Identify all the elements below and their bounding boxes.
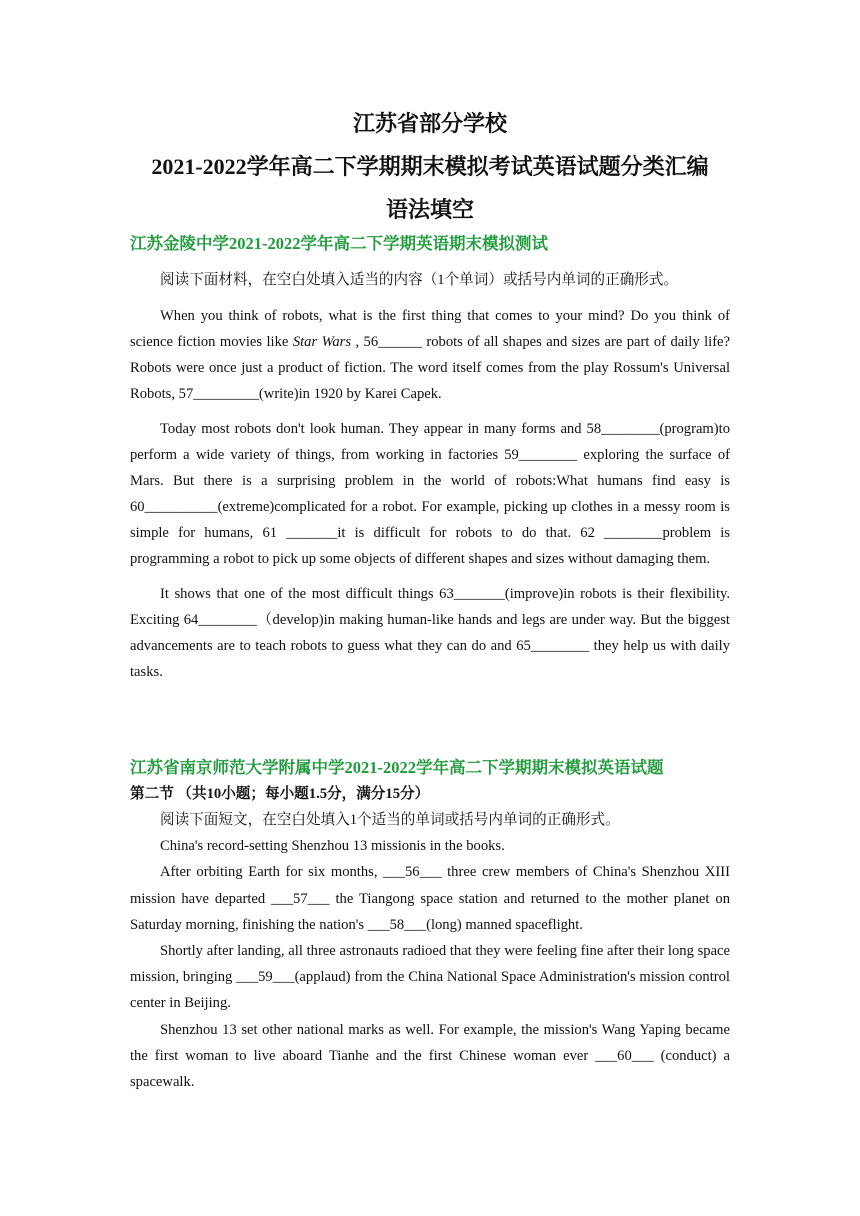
section-1-instruction: 阅读下面材料，在空白处填入适当的内容（1个单词）或括号内单词的正确形式。	[160, 272, 679, 288]
section-2-paragraph-1: China's record-setting Shenzhou 13 missionis in the books.	[160, 838, 505, 855]
section-1-paragraph-2: Today most robots don't look human. They appear in many forms and 58________(program)to perform a wide variety of things, from working in factories 59________ exploring the surface of Mars. But there is a surprising problem in the world of robots:What humans find easy is 60__________(extreme)complicated for a robot. For example, picking up clothes in a messy room is simple for humans, 61 _______it is difficult for robots to do that. 62 ________problem is programming a robot to pick up some objects of different shapes and sizes without damaging them.	[130, 421, 730, 567]
document-header	[0, 102, 860, 231]
section-2-paragraph-2: After orbiting Earth for six months, ___56___ three crew members of China's Shenzhou XIII mission have departed ___57___ the Tiangong space station and returned to the mother planet on Saturday morning, finishing the nation's ___58___(long) manned spaceflight.	[130, 864, 730, 933]
header-line-3: 语法填空	[385, 197, 474, 222]
section-2-paragraph-3: Shortly after landing, all three astronauts radioed that they were feeling fine after their long space mission, bringing ___59___(applaud) from the China National Space Administration's mission control center in Beijing.	[130, 943, 730, 1012]
section-2-instruction: 阅读下面短文，在空白处填入1个适当的单词或括号内单词的正确形式。	[160, 812, 620, 828]
section-1	[130, 233, 730, 685]
section-2-subtitle: 第二节 （共10小题；每小题1.5分，满分15分）	[130, 786, 430, 802]
section-1-paragraph-3: It shows that one of the most difficult things 63_______(improve)in robots is their flexibility. Exciting 64________（develop)in making human-like hands and legs are under way. But the biggest advancements are to teach robots to guess what they can do and 65________ they help us with daily tasks.	[130, 586, 730, 680]
paragraph-1-text-b: , 56______ robots of all shapes and sizes are part of daily life?Robots were once just a product of fiction. The word itself comes from the play Rossum's Universal Robots, 57_________(write)in 1920 by Karei Capek.	[130, 334, 731, 402]
section-2-title: 江苏省南京师范大学附属中学2021-2022学年高二下学期期末模拟英语试题	[130, 758, 664, 777]
section-1-paragraph-1	[130, 303, 730, 407]
header-line-2: 2021-2022学年高二下学期期末模拟考试英语试题分类汇编	[151, 154, 709, 179]
movie-title: Star Wars	[292, 334, 352, 350]
section-1-title: 江苏金陵中学2021-2022学年高二下学期英语期末模拟测试	[130, 234, 548, 253]
paragraph-1-text-a: When you think of robots, what is the first thing that comes to your mind? Do you think of science fiction movies like	[130, 308, 730, 350]
section-2-paragraph-4: Shenzhou 13 set other national marks as well. For example, the mission's Wang Yaping became the first woman to live aboard Tianhe and the first Chinese woman ever ___60___ (conduct) a spacewalk.	[130, 1021, 730, 1091]
section-2	[130, 757, 730, 1095]
header-line-1: 江苏省部分学校	[352, 111, 507, 136]
